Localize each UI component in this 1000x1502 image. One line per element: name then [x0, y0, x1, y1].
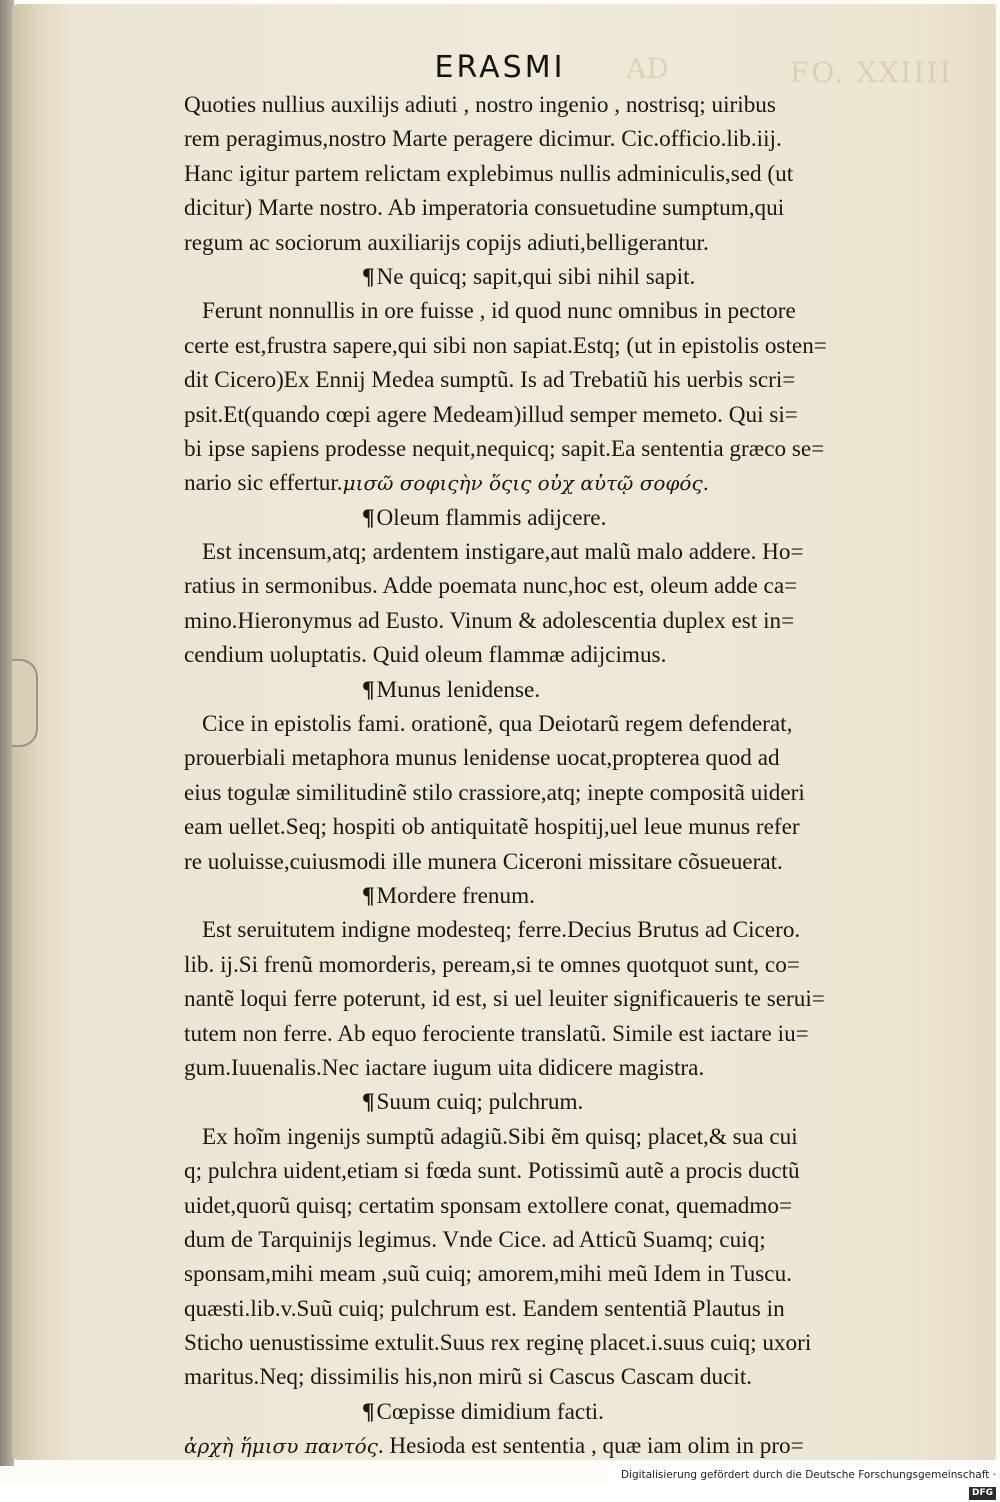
text-line: gum.Iuuenalis.Nec iactare iugum uita didicere magistra. — [184, 1054, 705, 1081]
pilcrow-icon: ¶ — [362, 504, 375, 531]
greek-quotation: μισῶ σοφιςὴν ὅςις οὐχ αὐτῷ σοφός. — [342, 471, 710, 496]
text-line — [184, 466, 944, 500]
text-line — [184, 1429, 944, 1463]
pilcrow-icon: ¶ — [362, 882, 375, 909]
text-line: Est incensum,atq; ardentem instigare,aut malũ malo addere. Ho= — [202, 539, 804, 566]
text-line: uidet,quorũ quisq; certatim sponsam extollere conat, quemadmo= — [184, 1192, 793, 1219]
text-line: quæsti.lib.v.Suũ cuiq; pulchrum est. Eandem sententiã Plautus in — [184, 1295, 785, 1322]
text-line: Sticho uenustissime extulit.Suus rex reginę placet.i.suus cuiq; uxori — [184, 1330, 812, 1357]
text-line: cendium uoluptatis. Quid oleum flammæ adijcimus. — [184, 642, 667, 669]
show-through-heading: AD — [626, 52, 669, 85]
text-line: dit Cicero)Ex Ennij Medea sumptũ. Is ad Trebatiũ his uerbis scri= — [184, 367, 796, 394]
text-line: Est seruitutem indigne modesteq; ferre.Decius Brutus ad Cicero. — [202, 917, 801, 944]
text-line: bi ipse sapiens prodesse nequit,nequicq; sapit.Ea sententia græco se= — [184, 435, 825, 462]
pilcrow-icon: ¶ — [362, 676, 375, 703]
text-line: mino.Hieronymus ad Eusto. Vinum & adolescentia duplex est in= — [184, 607, 795, 634]
adage-heading — [184, 673, 944, 707]
text-line: Ferunt nonnullis in ore fuisse , id quod nunc omnibus in pectore — [202, 298, 796, 325]
text-line: certe est,frustra sapere,qui sibi non sapiat.Estq; (ut in epistolis osten= — [184, 332, 827, 359]
adage-heading — [184, 879, 944, 913]
text-line: ratius in sermonibus. Adde poemata nunc,hoc est, oleum adde ca= — [184, 573, 798, 600]
text-line: re uoluisse,cuiusmodi ille munera Ciceroni missitare cõsueuerat. — [184, 848, 783, 875]
text-line: rem peragimus,nostro Marte peragere dicimur. Cic.officio.lib.iij. — [184, 126, 782, 153]
adage-heading — [184, 1395, 944, 1429]
pilcrow-icon: ¶ — [362, 263, 375, 290]
heading-text: Suum cuiq; pulchrum. — [376, 1089, 584, 1116]
text-fragment: . Hesioda est sententia , quæ iam olim in pro= — [377, 1433, 804, 1460]
text-line: dum de Tarquinijs legimus. Vnde Cice. ad Atticũ Suamq; cuiq; — [184, 1226, 766, 1253]
page-body — [184, 88, 944, 1464]
text-line: psit.Et(quando cœpi agere Medeam)illud semper memeto. Qui si= — [184, 401, 798, 428]
adage-heading — [184, 1085, 944, 1119]
text-line: Ex hoĩm ingenijs sumptũ adagiũ.Sibi ẽm quisq; placet,& sua cui — [202, 1123, 798, 1150]
text-line: eius togulæ similitudinẽ stilo crassiore,atq; inepte compositã uideri — [184, 779, 805, 806]
heading-text: Cœpisse dimidium facti. — [376, 1398, 604, 1425]
show-through-folio: FO. XXIIII — [790, 56, 953, 89]
text-line: prouerbiali metaphora munus lenidense uocat,propterea quod ad — [184, 745, 780, 772]
credit-text: Digitalisierung gefördert durch die Deutsche Forschungsgemeinschaft · — [620, 1469, 996, 1481]
text-line: Quoties nullius auxilijs adiuti , nostro ingenio , nostrisq; uiribus — [184, 92, 776, 118]
text-line: Hanc igitur partem relictam explebimus nullis adminiculis,sed (ut — [184, 160, 794, 187]
text-line: q; pulchra uident,etiam si fœda sunt. Potissimũ autẽ a procis ductũ — [184, 1158, 800, 1185]
heading-text: Mordere frenum. — [376, 882, 535, 909]
heading-text: Munus lenidense. — [376, 676, 541, 703]
dfg-logo: DFG — [969, 1487, 996, 1500]
text-line: lib. ij.Si frenũ momorderis, peream,si te omnes quotquot sunt, co= — [184, 951, 800, 978]
text-line: nantẽ loqui ferre poterunt, id est, si uel leuiter significaueris te serui= — [184, 986, 825, 1013]
page-clasp-tab — [12, 659, 38, 747]
text-line: regum ac sociorum auxiliarijs copijs adiuti,belligerantur. — [184, 229, 709, 256]
greek-quotation: ἀρχὴ ἥμισυ παντός — [184, 1434, 378, 1459]
text-line: dicitur) Marte nostro. Ab imperatoria consuetudine sumptum,qui — [184, 195, 785, 222]
heading-text: Oleum flammis adijcere. — [376, 504, 607, 531]
text-line: maritus.Neq; dissimilis his,non mirũ si Cascus Cascam ducit. — [184, 1364, 753, 1391]
digitization-credit — [608, 1466, 1000, 1498]
heading-text: Ne quicq; sapit,qui sibi nihil sapit. — [376, 263, 696, 290]
running-title: ERASMI — [434, 50, 566, 85]
pilcrow-icon: ¶ — [362, 1398, 375, 1425]
adage-heading — [184, 501, 944, 535]
text-line: eam uellet.Seq; hospiti ob antiquitatẽ hospitij,uel leue munus refer — [184, 814, 800, 841]
pilcrow-icon: ¶ — [362, 1089, 375, 1116]
text-line: sponsam,mihi meam ,suũ cuiq; amorem,mihi meũ Idem in Tuscu. — [184, 1261, 792, 1288]
text-line: tutem non ferre. Ab equo ferociente translatũ. Simile est iactare iu= — [184, 1020, 809, 1047]
text-line: Cice in epistolis fami. orationẽ, qua Deiotarũ regem defenderat, — [202, 711, 793, 738]
text-fragment: nario sic effertur. — [184, 470, 343, 497]
adage-heading — [184, 260, 944, 294]
